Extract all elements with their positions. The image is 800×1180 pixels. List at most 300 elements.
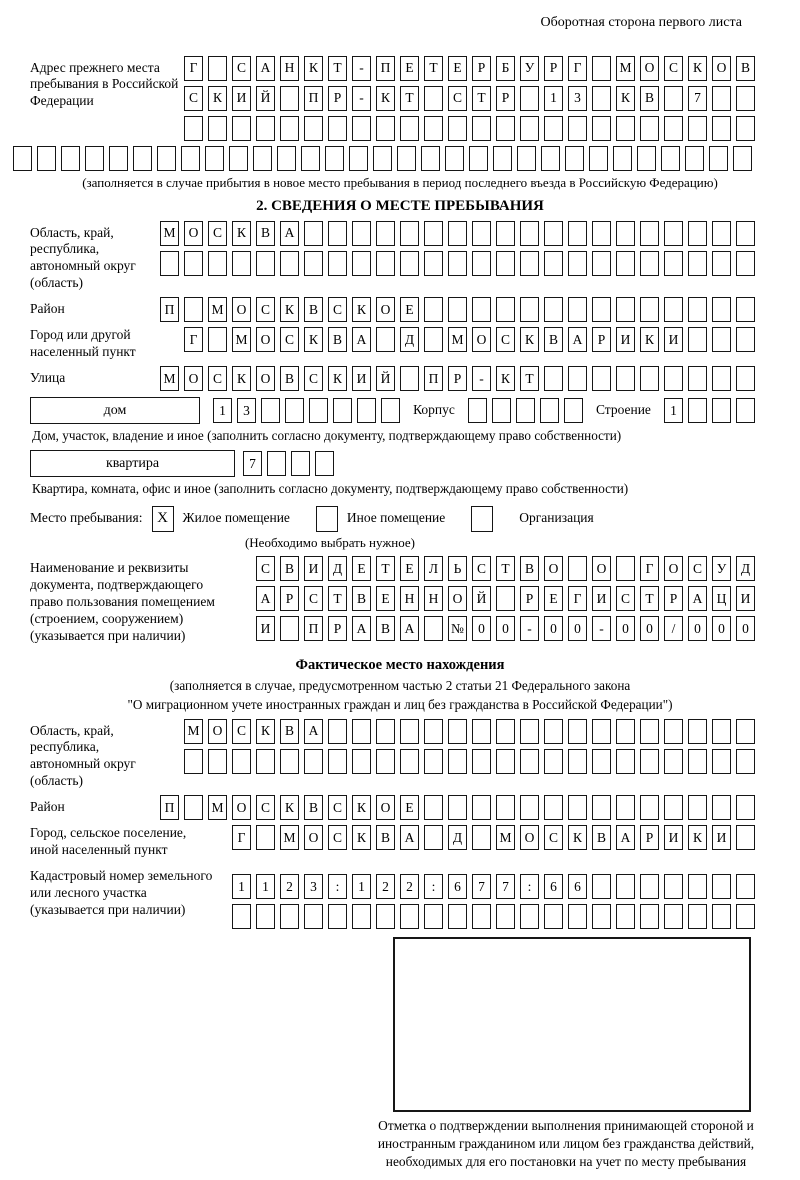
char-cell[interactable] bbox=[688, 221, 707, 246]
char-cell[interactable]: Е bbox=[448, 56, 467, 81]
char-cell[interactable]: О bbox=[208, 719, 227, 744]
char-cell[interactable] bbox=[520, 297, 539, 322]
char-cell[interactable] bbox=[253, 146, 272, 171]
char-cell[interactable]: П bbox=[160, 795, 179, 820]
char-cell[interactable] bbox=[352, 904, 371, 929]
char-cell[interactable] bbox=[712, 327, 731, 352]
char-cell[interactable]: Е bbox=[400, 56, 419, 81]
char-cell[interactable] bbox=[592, 297, 611, 322]
char-cell[interactable] bbox=[133, 146, 152, 171]
char-cell[interactable]: С bbox=[232, 719, 251, 744]
char-cell[interactable]: 0 bbox=[472, 616, 491, 641]
char-cell[interactable] bbox=[541, 146, 560, 171]
char-cell[interactable] bbox=[448, 251, 467, 276]
char-cell[interactable]: 7 bbox=[472, 874, 491, 899]
char-cell[interactable] bbox=[424, 116, 443, 141]
char-cell[interactable]: Е bbox=[400, 795, 419, 820]
char-cell[interactable]: - bbox=[520, 616, 539, 641]
char-cell[interactable] bbox=[616, 297, 635, 322]
char-cell[interactable] bbox=[544, 904, 563, 929]
char-cell[interactable] bbox=[712, 251, 731, 276]
char-cell[interactable]: С bbox=[208, 221, 227, 246]
char-cell[interactable]: О bbox=[256, 327, 275, 352]
char-cell[interactable]: 0 bbox=[616, 616, 635, 641]
char-cell[interactable] bbox=[280, 251, 299, 276]
char-cell[interactable]: : bbox=[520, 874, 539, 899]
char-cell[interactable] bbox=[304, 116, 323, 141]
char-cell[interactable] bbox=[736, 327, 755, 352]
char-cell[interactable]: Т bbox=[376, 556, 395, 581]
char-cell[interactable]: Р bbox=[328, 616, 347, 641]
char-cell[interactable] bbox=[616, 904, 635, 929]
char-cell[interactable] bbox=[544, 116, 563, 141]
char-cell[interactable] bbox=[424, 825, 443, 850]
char-cell[interactable] bbox=[328, 719, 347, 744]
char-cell[interactable]: Т bbox=[472, 86, 491, 111]
char-cell[interactable]: К bbox=[640, 327, 659, 352]
char-cell[interactable]: 1 bbox=[664, 398, 683, 423]
char-cell[interactable] bbox=[285, 398, 304, 423]
char-cell[interactable] bbox=[85, 146, 104, 171]
char-cell[interactable] bbox=[616, 221, 635, 246]
char-cell[interactable]: В bbox=[352, 586, 371, 611]
char-cell[interactable] bbox=[277, 146, 296, 171]
char-cell[interactable] bbox=[376, 116, 395, 141]
char-cell[interactable] bbox=[291, 451, 310, 476]
char-cell[interactable]: О bbox=[184, 366, 203, 391]
char-cell[interactable] bbox=[492, 398, 511, 423]
char-cell[interactable] bbox=[400, 251, 419, 276]
char-cell[interactable]: К bbox=[376, 86, 395, 111]
char-cell[interactable] bbox=[376, 251, 395, 276]
char-cell[interactable]: 2 bbox=[280, 874, 299, 899]
char-cell[interactable] bbox=[712, 398, 731, 423]
char-cell[interactable] bbox=[616, 366, 635, 391]
char-cell[interactable]: В bbox=[256, 221, 275, 246]
char-cell[interactable]: Р bbox=[520, 586, 539, 611]
char-cell[interactable] bbox=[592, 56, 611, 81]
char-cell[interactable] bbox=[640, 749, 659, 774]
char-cell[interactable] bbox=[736, 874, 755, 899]
char-cell[interactable] bbox=[352, 221, 371, 246]
char-cell[interactable]: К bbox=[352, 297, 371, 322]
char-cell[interactable]: : bbox=[328, 874, 347, 899]
char-cell[interactable] bbox=[256, 904, 275, 929]
char-cell[interactable]: О bbox=[592, 556, 611, 581]
char-cell[interactable]: М bbox=[208, 795, 227, 820]
char-cell[interactable]: К bbox=[616, 86, 635, 111]
char-cell[interactable] bbox=[520, 221, 539, 246]
char-cell[interactable] bbox=[261, 398, 280, 423]
char-cell[interactable] bbox=[712, 719, 731, 744]
char-cell[interactable]: В bbox=[376, 825, 395, 850]
char-cell[interactable]: Р bbox=[664, 586, 683, 611]
char-cell[interactable]: А bbox=[568, 327, 587, 352]
char-cell[interactable]: К bbox=[328, 366, 347, 391]
char-cell[interactable]: Р bbox=[328, 86, 347, 111]
char-cell[interactable]: Й bbox=[376, 366, 395, 391]
char-cell[interactable] bbox=[352, 116, 371, 141]
char-cell[interactable] bbox=[564, 398, 583, 423]
char-cell[interactable]: Г bbox=[232, 825, 251, 850]
char-cell[interactable] bbox=[664, 86, 683, 111]
char-cell[interactable] bbox=[664, 795, 683, 820]
char-cell[interactable]: В bbox=[280, 719, 299, 744]
char-cell[interactable]: 6 bbox=[568, 874, 587, 899]
char-cell[interactable] bbox=[640, 297, 659, 322]
char-cell[interactable]: С bbox=[472, 556, 491, 581]
char-cell[interactable]: С bbox=[616, 586, 635, 611]
char-cell[interactable] bbox=[568, 297, 587, 322]
char-cell[interactable] bbox=[568, 116, 587, 141]
char-cell[interactable] bbox=[688, 327, 707, 352]
char-cell[interactable]: К bbox=[688, 56, 707, 81]
char-cell[interactable]: К bbox=[304, 327, 323, 352]
char-cell[interactable] bbox=[184, 116, 203, 141]
char-cell[interactable]: 0 bbox=[712, 616, 731, 641]
char-cell[interactable]: С bbox=[256, 556, 275, 581]
char-cell[interactable] bbox=[568, 795, 587, 820]
char-cell[interactable] bbox=[496, 749, 515, 774]
char-cell[interactable] bbox=[592, 719, 611, 744]
char-cell[interactable]: П bbox=[424, 366, 443, 391]
char-cell[interactable] bbox=[400, 904, 419, 929]
char-cell[interactable]: И bbox=[736, 586, 755, 611]
char-cell[interactable]: М bbox=[616, 56, 635, 81]
char-cell[interactable] bbox=[520, 86, 539, 111]
char-cell[interactable]: С bbox=[208, 366, 227, 391]
char-cell[interactable] bbox=[640, 874, 659, 899]
char-cell[interactable] bbox=[712, 86, 731, 111]
char-cell[interactable] bbox=[736, 116, 755, 141]
char-cell[interactable]: Г bbox=[568, 56, 587, 81]
char-cell[interactable]: Т bbox=[520, 366, 539, 391]
char-cell[interactable] bbox=[496, 116, 515, 141]
char-cell[interactable] bbox=[373, 146, 392, 171]
char-cell[interactable] bbox=[232, 904, 251, 929]
char-cell[interactable] bbox=[184, 297, 203, 322]
char-cell[interactable] bbox=[349, 146, 368, 171]
char-cell[interactable] bbox=[640, 221, 659, 246]
char-cell[interactable] bbox=[333, 398, 352, 423]
char-cell[interactable] bbox=[267, 451, 286, 476]
char-cell[interactable] bbox=[640, 795, 659, 820]
char-cell[interactable]: Т bbox=[328, 56, 347, 81]
char-cell[interactable] bbox=[496, 586, 515, 611]
char-cell[interactable]: / bbox=[664, 616, 683, 641]
char-cell[interactable] bbox=[568, 749, 587, 774]
char-cell[interactable] bbox=[688, 398, 707, 423]
char-cell[interactable] bbox=[616, 874, 635, 899]
char-cell[interactable] bbox=[328, 904, 347, 929]
char-cell[interactable]: О bbox=[184, 221, 203, 246]
char-cell[interactable]: 3 bbox=[237, 398, 256, 423]
char-cell[interactable] bbox=[424, 297, 443, 322]
char-cell[interactable] bbox=[357, 398, 376, 423]
char-cell[interactable]: К bbox=[208, 86, 227, 111]
char-cell[interactable]: И bbox=[352, 366, 371, 391]
char-cell[interactable] bbox=[712, 116, 731, 141]
char-cell[interactable]: В bbox=[280, 556, 299, 581]
char-cell[interactable]: Т bbox=[424, 56, 443, 81]
char-cell[interactable]: О bbox=[304, 825, 323, 850]
char-cell[interactable] bbox=[160, 251, 179, 276]
other-premises-checkbox[interactable] bbox=[316, 506, 338, 532]
char-cell[interactable]: А bbox=[616, 825, 635, 850]
char-cell[interactable] bbox=[37, 146, 56, 171]
char-cell[interactable]: Б bbox=[496, 56, 515, 81]
char-cell[interactable]: Г bbox=[640, 556, 659, 581]
char-cell[interactable]: Г bbox=[184, 327, 203, 352]
char-cell[interactable] bbox=[109, 146, 128, 171]
char-cell[interactable] bbox=[256, 749, 275, 774]
char-cell[interactable]: И bbox=[712, 825, 731, 850]
char-cell[interactable] bbox=[256, 825, 275, 850]
char-cell[interactable] bbox=[664, 749, 683, 774]
char-cell[interactable] bbox=[544, 297, 563, 322]
char-cell[interactable]: О bbox=[376, 297, 395, 322]
char-cell[interactable] bbox=[448, 795, 467, 820]
char-cell[interactable]: Д bbox=[400, 327, 419, 352]
char-cell[interactable]: 2 bbox=[376, 874, 395, 899]
char-cell[interactable] bbox=[520, 719, 539, 744]
char-cell[interactable] bbox=[376, 904, 395, 929]
char-cell[interactable] bbox=[664, 719, 683, 744]
char-cell[interactable] bbox=[328, 116, 347, 141]
char-cell[interactable]: А bbox=[688, 586, 707, 611]
char-cell[interactable] bbox=[472, 795, 491, 820]
char-cell[interactable] bbox=[736, 366, 755, 391]
char-cell[interactable] bbox=[472, 297, 491, 322]
char-cell[interactable] bbox=[376, 749, 395, 774]
char-cell[interactable] bbox=[448, 116, 467, 141]
char-cell[interactable] bbox=[304, 904, 323, 929]
char-cell[interactable]: 0 bbox=[688, 616, 707, 641]
char-cell[interactable] bbox=[424, 327, 443, 352]
char-cell[interactable] bbox=[736, 825, 755, 850]
char-cell[interactable]: М bbox=[208, 297, 227, 322]
char-cell[interactable] bbox=[328, 749, 347, 774]
char-cell[interactable]: А bbox=[352, 616, 371, 641]
dom-box[interactable]: дом bbox=[30, 397, 200, 424]
char-cell[interactable] bbox=[736, 251, 755, 276]
char-cell[interactable]: С bbox=[448, 86, 467, 111]
char-cell[interactable] bbox=[280, 616, 299, 641]
char-cell[interactable] bbox=[376, 719, 395, 744]
char-cell[interactable]: П bbox=[304, 86, 323, 111]
char-cell[interactable] bbox=[712, 366, 731, 391]
char-cell[interactable]: О bbox=[640, 56, 659, 81]
char-cell[interactable] bbox=[637, 146, 656, 171]
char-cell[interactable]: В bbox=[544, 327, 563, 352]
char-cell[interactable]: 1 bbox=[232, 874, 251, 899]
char-cell[interactable] bbox=[736, 719, 755, 744]
char-cell[interactable] bbox=[544, 719, 563, 744]
char-cell[interactable]: С bbox=[664, 56, 683, 81]
char-cell[interactable]: 0 bbox=[640, 616, 659, 641]
char-cell[interactable]: В bbox=[592, 825, 611, 850]
char-cell[interactable] bbox=[184, 251, 203, 276]
char-cell[interactable]: Н bbox=[400, 586, 419, 611]
char-cell[interactable]: С bbox=[688, 556, 707, 581]
char-cell[interactable] bbox=[232, 116, 251, 141]
char-cell[interactable]: Е bbox=[352, 556, 371, 581]
char-cell[interactable]: И bbox=[616, 327, 635, 352]
char-cell[interactable]: Р bbox=[472, 56, 491, 81]
char-cell[interactable] bbox=[616, 719, 635, 744]
char-cell[interactable] bbox=[61, 146, 80, 171]
char-cell[interactable]: № bbox=[448, 616, 467, 641]
char-cell[interactable] bbox=[229, 146, 248, 171]
char-cell[interactable] bbox=[613, 146, 632, 171]
char-cell[interactable] bbox=[352, 719, 371, 744]
char-cell[interactable] bbox=[544, 795, 563, 820]
char-cell[interactable] bbox=[520, 251, 539, 276]
char-cell[interactable]: К bbox=[232, 366, 251, 391]
char-cell[interactable] bbox=[400, 221, 419, 246]
char-cell[interactable] bbox=[520, 116, 539, 141]
char-cell[interactable]: Р bbox=[592, 327, 611, 352]
char-cell[interactable] bbox=[688, 297, 707, 322]
char-cell[interactable] bbox=[568, 556, 587, 581]
char-cell[interactable] bbox=[664, 904, 683, 929]
char-cell[interactable] bbox=[472, 749, 491, 774]
char-cell[interactable] bbox=[616, 795, 635, 820]
char-cell[interactable]: П bbox=[160, 297, 179, 322]
char-cell[interactable] bbox=[400, 719, 419, 744]
char-cell[interactable]: Д bbox=[328, 556, 347, 581]
char-cell[interactable] bbox=[325, 146, 344, 171]
char-cell[interactable] bbox=[736, 221, 755, 246]
char-cell[interactable] bbox=[592, 874, 611, 899]
char-cell[interactable]: 1 bbox=[213, 398, 232, 423]
char-cell[interactable] bbox=[184, 749, 203, 774]
char-cell[interactable] bbox=[421, 146, 440, 171]
char-cell[interactable]: Е bbox=[400, 297, 419, 322]
char-cell[interactable] bbox=[256, 251, 275, 276]
char-cell[interactable]: И bbox=[664, 327, 683, 352]
char-cell[interactable]: 7 bbox=[688, 86, 707, 111]
char-cell[interactable]: К bbox=[232, 221, 251, 246]
char-cell[interactable] bbox=[712, 221, 731, 246]
char-cell[interactable] bbox=[496, 795, 515, 820]
char-cell[interactable] bbox=[664, 297, 683, 322]
char-cell[interactable]: А bbox=[256, 56, 275, 81]
char-cell[interactable] bbox=[232, 251, 251, 276]
char-cell[interactable] bbox=[516, 398, 535, 423]
char-cell[interactable] bbox=[424, 795, 443, 820]
char-cell[interactable]: : bbox=[424, 874, 443, 899]
char-cell[interactable]: Р bbox=[544, 56, 563, 81]
char-cell[interactable] bbox=[448, 719, 467, 744]
char-cell[interactable] bbox=[280, 904, 299, 929]
char-cell[interactable]: Е bbox=[376, 586, 395, 611]
char-cell[interactable] bbox=[280, 116, 299, 141]
char-cell[interactable] bbox=[400, 366, 419, 391]
char-cell[interactable] bbox=[352, 749, 371, 774]
char-cell[interactable] bbox=[424, 719, 443, 744]
char-cell[interactable]: К bbox=[568, 825, 587, 850]
char-cell[interactable] bbox=[381, 398, 400, 423]
char-cell[interactable]: С bbox=[256, 297, 275, 322]
char-cell[interactable]: И bbox=[256, 616, 275, 641]
char-cell[interactable]: М bbox=[448, 327, 467, 352]
char-cell[interactable] bbox=[397, 146, 416, 171]
char-cell[interactable]: С bbox=[328, 297, 347, 322]
char-cell[interactable] bbox=[640, 904, 659, 929]
char-cell[interactable] bbox=[493, 146, 512, 171]
char-cell[interactable] bbox=[568, 904, 587, 929]
char-cell[interactable] bbox=[640, 116, 659, 141]
char-cell[interactable]: Е bbox=[544, 586, 563, 611]
char-cell[interactable]: К bbox=[304, 56, 323, 81]
char-cell[interactable]: В bbox=[328, 327, 347, 352]
char-cell[interactable]: О bbox=[256, 366, 275, 391]
char-cell[interactable]: - bbox=[472, 366, 491, 391]
char-cell[interactable] bbox=[448, 221, 467, 246]
char-cell[interactable] bbox=[592, 251, 611, 276]
char-cell[interactable]: К bbox=[280, 795, 299, 820]
char-cell[interactable] bbox=[664, 874, 683, 899]
char-cell[interactable] bbox=[688, 795, 707, 820]
char-cell[interactable] bbox=[712, 795, 731, 820]
char-cell[interactable]: Н bbox=[424, 586, 443, 611]
char-cell[interactable] bbox=[208, 251, 227, 276]
char-cell[interactable]: К bbox=[352, 795, 371, 820]
char-cell[interactable] bbox=[592, 116, 611, 141]
char-cell[interactable]: Т bbox=[640, 586, 659, 611]
char-cell[interactable]: С bbox=[328, 825, 347, 850]
char-cell[interactable]: Ц bbox=[712, 586, 731, 611]
char-cell[interactable]: П bbox=[376, 56, 395, 81]
char-cell[interactable] bbox=[733, 146, 752, 171]
char-cell[interactable] bbox=[472, 221, 491, 246]
char-cell[interactable]: 0 bbox=[544, 616, 563, 641]
char-cell[interactable] bbox=[448, 749, 467, 774]
char-cell[interactable]: М bbox=[280, 825, 299, 850]
char-cell[interactable] bbox=[472, 825, 491, 850]
char-cell[interactable]: 7 bbox=[243, 451, 262, 476]
char-cell[interactable]: А bbox=[304, 719, 323, 744]
char-cell[interactable]: С bbox=[304, 366, 323, 391]
char-cell[interactable]: М bbox=[184, 719, 203, 744]
char-cell[interactable] bbox=[688, 116, 707, 141]
char-cell[interactable] bbox=[424, 251, 443, 276]
char-cell[interactable] bbox=[616, 251, 635, 276]
char-cell[interactable]: 7 bbox=[496, 874, 515, 899]
char-cell[interactable] bbox=[592, 795, 611, 820]
char-cell[interactable]: В bbox=[304, 795, 323, 820]
char-cell[interactable] bbox=[301, 146, 320, 171]
char-cell[interactable] bbox=[592, 86, 611, 111]
char-cell[interactable] bbox=[472, 116, 491, 141]
char-cell[interactable]: Д bbox=[736, 556, 755, 581]
char-cell[interactable]: У bbox=[712, 556, 731, 581]
char-cell[interactable]: Д bbox=[448, 825, 467, 850]
char-cell[interactable] bbox=[736, 86, 755, 111]
char-cell[interactable] bbox=[661, 146, 680, 171]
char-cell[interactable]: 0 bbox=[736, 616, 755, 641]
char-cell[interactable]: Р bbox=[280, 586, 299, 611]
char-cell[interactable] bbox=[256, 116, 275, 141]
char-cell[interactable] bbox=[688, 251, 707, 276]
char-cell[interactable] bbox=[736, 795, 755, 820]
char-cell[interactable]: 0 bbox=[568, 616, 587, 641]
char-cell[interactable] bbox=[565, 146, 584, 171]
char-cell[interactable] bbox=[376, 221, 395, 246]
char-cell[interactable] bbox=[736, 297, 755, 322]
char-cell[interactable] bbox=[424, 221, 443, 246]
